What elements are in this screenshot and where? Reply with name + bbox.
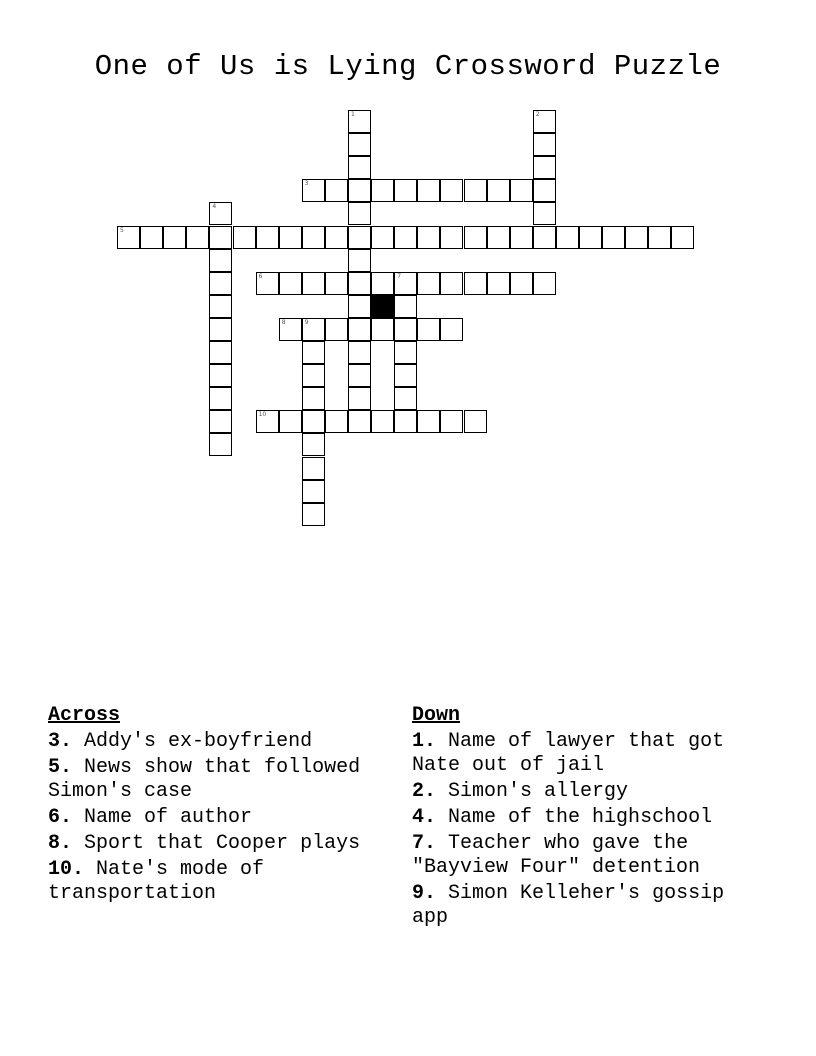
grid-cell[interactable] — [209, 226, 232, 249]
grid-cell[interactable] — [325, 226, 348, 249]
clue-across-8: 8. Sport that Cooper plays — [48, 832, 361, 855]
grid-cell[interactable] — [440, 226, 463, 249]
grid-cell[interactable] — [209, 295, 232, 318]
grid-cell[interactable] — [556, 226, 579, 249]
grid-cell[interactable] — [302, 387, 325, 410]
grid-cell[interactable] — [325, 179, 348, 202]
grid-cell[interactable] — [648, 226, 671, 249]
grid-cell[interactable] — [533, 133, 556, 156]
grid-cell[interactable] — [325, 272, 348, 295]
grid-cell[interactable] — [417, 410, 440, 433]
grid-cell[interactable] — [394, 179, 417, 202]
grid-cell[interactable] — [348, 410, 371, 433]
grid-cell[interactable] — [209, 202, 232, 225]
grid-cell[interactable] — [533, 110, 556, 133]
clue-number-label: 10 — [258, 411, 267, 419]
grid-cell[interactable] — [279, 272, 302, 295]
grid-cell[interactable] — [348, 387, 371, 410]
grid-cell[interactable] — [117, 226, 140, 249]
grid-cell[interactable] — [279, 410, 302, 433]
grid-cell[interactable] — [279, 318, 302, 341]
grid-cell[interactable] — [140, 226, 163, 249]
grid-cell[interactable] — [394, 272, 417, 295]
clue-number-label: 8 — [281, 318, 286, 326]
grid-cell[interactable] — [302, 364, 325, 387]
grid-cell[interactable] — [464, 410, 487, 433]
grid-cell[interactable] — [417, 318, 440, 341]
grid-cell[interactable] — [209, 387, 232, 410]
grid-cell[interactable] — [209, 272, 232, 295]
grid-cell[interactable] — [209, 318, 232, 341]
grid-cell[interactable] — [325, 410, 348, 433]
clue-across-3: 3. Addy's ex-boyfriend — [48, 730, 313, 753]
grid-cell[interactable] — [533, 202, 556, 225]
grid-cell[interactable] — [348, 272, 371, 295]
clue-number-label: 4 — [212, 203, 217, 211]
clue-down-4: 4. Name of the highschool — [412, 806, 713, 829]
grid-cell[interactable] — [487, 226, 510, 249]
grid-cell[interactable] — [302, 179, 325, 202]
grid-cell[interactable] — [256, 272, 279, 295]
clue-across-10: 10. Nate's mode of transportation — [48, 858, 265, 905]
grid-cell[interactable] — [533, 226, 556, 249]
grid-cell[interactable] — [256, 226, 279, 249]
grid-cell[interactable] — [186, 226, 209, 249]
grid-cell[interactable] — [510, 179, 533, 202]
grid-cell[interactable] — [625, 226, 648, 249]
clue-across-5: 5. News show that followed Simon's case — [48, 756, 361, 803]
grid-cell[interactable] — [348, 295, 371, 318]
grid-cell[interactable] — [440, 318, 463, 341]
grid-cell[interactable] — [302, 480, 325, 503]
grid-cell[interactable] — [417, 272, 440, 295]
grid-cell[interactable] — [394, 364, 417, 387]
grid-cell[interactable] — [348, 226, 371, 249]
grid-cell[interactable] — [302, 341, 325, 364]
grid-cell[interactable] — [348, 202, 371, 225]
clue-number-label: 3 — [304, 180, 309, 188]
grid-cell[interactable] — [464, 272, 487, 295]
grid-cell[interactable] — [371, 272, 394, 295]
grid-cell[interactable] — [348, 341, 371, 364]
grid-cell[interactable] — [394, 341, 417, 364]
grid-cell[interactable] — [394, 387, 417, 410]
grid-cell[interactable] — [579, 226, 602, 249]
grid-cell[interactable] — [371, 318, 394, 341]
grid-cell[interactable] — [394, 295, 417, 318]
grid-cell[interactable] — [279, 226, 302, 249]
grid-cell[interactable] — [348, 156, 371, 179]
grid-cell[interactable] — [256, 410, 279, 433]
grid-cell[interactable] — [371, 179, 394, 202]
across-heading: Across — [48, 704, 121, 727]
grid-cell[interactable] — [302, 226, 325, 249]
grid-cell[interactable] — [302, 433, 325, 456]
clue-number-label: 5 — [120, 226, 124, 234]
grid-cell[interactable] — [325, 318, 348, 341]
clue-number-label: 6 — [258, 272, 263, 280]
grid-cell[interactable] — [302, 503, 325, 526]
grid-cell[interactable] — [209, 249, 232, 272]
grid-cell[interactable] — [371, 410, 394, 433]
grid-cell[interactable] — [348, 318, 371, 341]
clue-down-9: 9. Simon Kelleher's gossip app — [412, 882, 725, 929]
grid-cell[interactable] — [440, 272, 463, 295]
grid-cell-black — [371, 295, 394, 318]
clue-number-label: 7 — [397, 272, 402, 280]
grid-cell[interactable] — [533, 179, 556, 202]
clue-down-1: 1. Name of lawyer that got Nate out of jail — [412, 730, 725, 777]
grid-cell[interactable] — [487, 179, 510, 202]
grid-cell[interactable] — [209, 341, 232, 364]
grid-cell[interactable] — [533, 272, 556, 295]
grid-cell[interactable] — [671, 226, 694, 249]
grid-cell[interactable] — [417, 226, 440, 249]
grid-cell[interactable] — [487, 272, 510, 295]
grid-cell[interactable] — [348, 179, 371, 202]
across-clues — [48, 704, 388, 908]
grid-cell[interactable] — [394, 410, 417, 433]
grid-cell[interactable] — [348, 249, 371, 272]
grid-cell[interactable] — [302, 272, 325, 295]
grid-cell[interactable] — [464, 179, 487, 202]
grid-cell[interactable] — [417, 179, 440, 202]
grid-cell[interactable] — [348, 133, 371, 156]
grid-cell[interactable] — [348, 110, 371, 133]
grid-cell[interactable] — [348, 364, 371, 387]
grid-cell[interactable] — [302, 318, 325, 341]
grid-cell[interactable] — [209, 410, 232, 433]
grid-cell[interactable] — [533, 156, 556, 179]
grid-cell[interactable] — [302, 410, 325, 433]
clue-down-7: 7. Teacher who gave the "Bayview Four" detention — [412, 832, 701, 879]
grid-cell[interactable] — [233, 226, 256, 249]
clue-number-label: 9 — [304, 318, 309, 326]
grid-cell[interactable] — [209, 364, 232, 387]
grid-cell[interactable] — [510, 226, 533, 249]
clue-number-label: 1 — [351, 111, 355, 118]
grid-cell[interactable] — [394, 318, 417, 341]
grid-cell[interactable] — [302, 457, 325, 480]
grid-cell[interactable] — [394, 226, 417, 249]
clue-down-2: 2. Simon's allergy — [412, 780, 629, 803]
page-title: One of Us is Lying Crossword Puzzle — [94, 50, 722, 83]
grid-cell[interactable] — [602, 226, 625, 249]
clue-number-label: 2 — [535, 111, 540, 118]
grid-cell[interactable] — [209, 433, 232, 456]
grid-cell[interactable] — [440, 410, 463, 433]
down-heading: Down — [412, 704, 461, 727]
down-clues — [412, 704, 772, 932]
grid-cell[interactable] — [464, 226, 487, 249]
grid-cell[interactable] — [440, 179, 463, 202]
clue-across-6: 6. Name of author — [48, 806, 253, 829]
grid-cell[interactable] — [163, 226, 186, 249]
grid-cell[interactable] — [371, 226, 394, 249]
grid-cell[interactable] — [510, 272, 533, 295]
